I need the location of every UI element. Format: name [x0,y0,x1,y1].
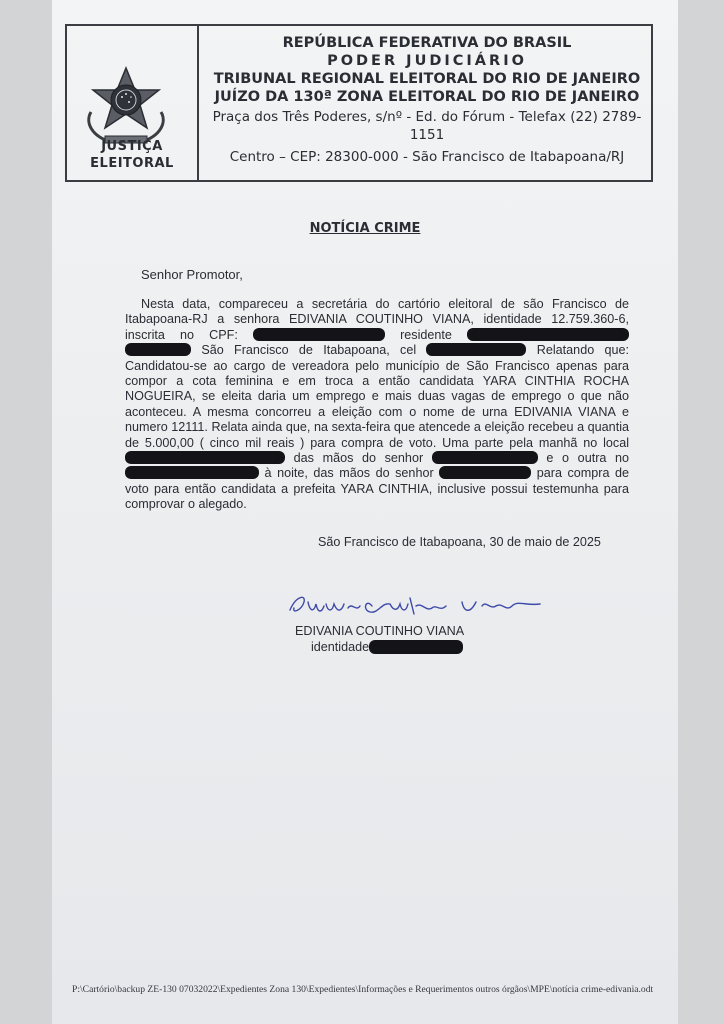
letterhead [65,24,653,182]
body-text-2: residente [400,327,452,342]
seal-column [67,26,199,180]
body-paragraph [125,297,629,513]
signer-name: EDIVANIA COUTINHO VIANA [295,624,465,638]
signer-identity [311,640,463,654]
body-text-6: e o outra no [546,451,630,466]
seal-caption-line2: ELEITORAL [90,156,174,171]
letterhead-line1: REPÚBLICA FEDERATIVA DO BRASIL [282,35,572,51]
redaction-address [467,328,629,341]
body-text-4: Relatando que: Candidatou-se ao cargo de vereadora pelo município de São Francisco apenas para compor a cota feminina e em troca a então candidata YARA CINTHIA ROCHA NOGUEIRA, se eleita daria um emprego e mais duas vagas de emprego o que não aconteceu. A mesma concorreu a eleição com o nome de urna EDIVANIA VIANA e numero 12111. Relata ainda que, na sexta-feira que atencede a eleição recebeu a quantia de 5.000,00 ( cinco mil reais ) para compra de voto. Uma parte pela manhã no local [125,343,630,450]
body-text-5: das mãos do senhor [293,451,424,466]
redaction-phone [426,343,526,356]
redaction-signer-id [369,640,463,654]
handwritten-signature [286,588,546,624]
letterhead-text [207,34,647,166]
letterhead-address2: Centro – CEP: 28300-000 - São Francisco de Itabapoana/RJ [229,149,625,165]
seal-caption-line1: JUSTIÇA [101,139,163,154]
letterhead-line2: PODER JUDICIÁRIO [327,53,527,69]
letterhead-address1: Praça dos Três Poderes, s/nº - Ed. do Fórum - Telefax (22) 2789-1151 [212,109,642,143]
body-text-3: São Francisco de Itabapoana, cel [201,343,417,358]
redaction-cpf [253,328,385,341]
footer-file-path: P:\Cartório\backup ZE-130 07032022\Expedientes Zona 130\Expedientes\Informações e Requerimentos outros órgãos\MPE\notícia crime-edivania.odt [72,984,654,995]
body-text-8: para compra de voto para então candidata a prefeita YARA CINTHIA, inclusive possui testemunha para comprovar o alegado. [125,466,630,512]
salutation: Senhor Promotor, [141,267,243,282]
redaction-location-2 [125,466,259,479]
redaction-location-1 [125,451,285,464]
body-text-7: à noite, das mãos do senhor [264,466,434,481]
document-page [52,0,678,1024]
letterhead-line4: JUÍZO DA 130ª ZONA ELEITORAL DO RIO DE JANEIRO [214,89,640,105]
letterhead-line3: TRIBUNAL REGIONAL ELEITORAL DO RIO DE JANEIRO [213,71,641,87]
coat-of-arms-icon [81,66,171,148]
body-text-1: Nesta data, compareceu a secretária do cartório eleitoral de são Francisco de Itabapoana-RJ a senhora EDIVANIA COUTINHO VIANA, identidade 12.759.360-6, inscrita no CPF: [125,297,629,342]
signer-id-label: identidade [311,640,370,654]
redaction-person-1 [432,451,538,464]
seal-caption [67,138,197,172]
document-title: NOTÍCIA CRIME [309,221,421,236]
redaction-address-2 [125,343,191,356]
date-line: São Francisco de Itabapoana, 30 de maio de 2025 [318,535,601,549]
redaction-person-2 [439,466,531,479]
